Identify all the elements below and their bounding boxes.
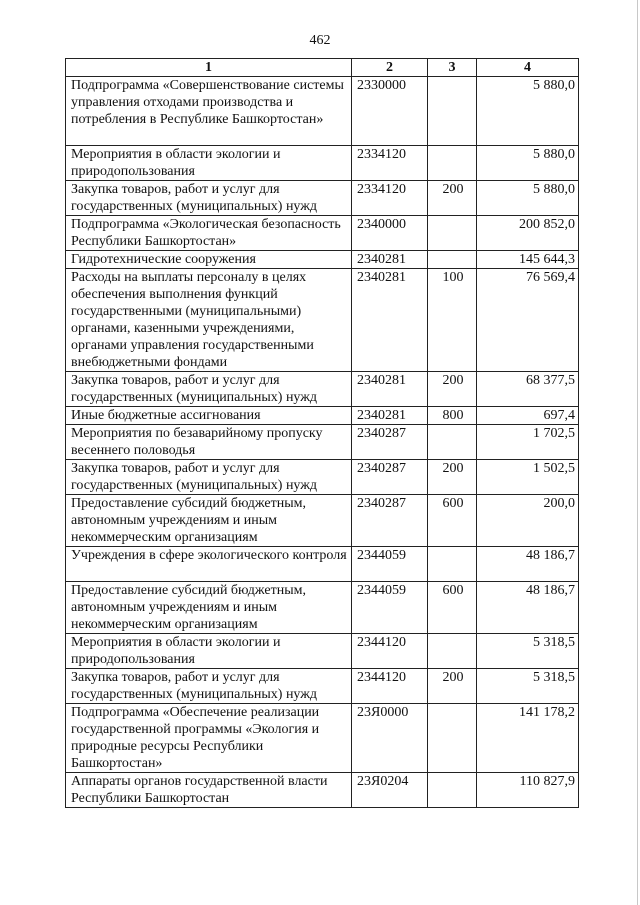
row-amount: 48 186,7	[477, 582, 579, 634]
row-type: 600	[428, 495, 477, 547]
table-row	[66, 547, 579, 582]
row-code: 2340281	[352, 372, 428, 407]
row-amount: 48 186,7	[477, 547, 579, 582]
row-name: Расходы на выплаты персоналу в целях обеспечения выполнения функций государственными (муниципальными) органами, казенными учреждениями, органами управления государственными внебюджетными фондами	[66, 269, 352, 372]
row-name: Мероприятия в области экологии и природопользования	[66, 146, 352, 181]
table-row	[66, 251, 579, 269]
row-type: 100	[428, 269, 477, 372]
row-amount: 5 880,0	[477, 181, 579, 216]
table-row	[66, 704, 579, 773]
column-header-3: 3	[428, 59, 477, 77]
row-amount: 5 880,0	[477, 77, 579, 146]
row-type	[428, 425, 477, 460]
row-name: Аппараты органов государственной власти Республики Башкортостан	[66, 773, 352, 808]
table-row	[66, 146, 579, 181]
scan-edge-line	[637, 0, 638, 905]
table-row	[66, 634, 579, 669]
row-amount: 141 178,2	[477, 704, 579, 773]
row-type	[428, 216, 477, 251]
row-name: Подпрограмма «Совершенствование системы управления отходами производства и потребления в Республике Башкортостан»	[66, 77, 352, 146]
row-name: Гидротехнические сооружения	[66, 251, 352, 269]
row-name: Мероприятия по безаварийному пропуску весеннего половодья	[66, 425, 352, 460]
row-amount: 200,0	[477, 495, 579, 547]
row-code: 2340287	[352, 460, 428, 495]
table-row	[66, 669, 579, 704]
row-amount: 76 569,4	[477, 269, 579, 372]
row-type: 200	[428, 372, 477, 407]
row-name: Иные бюджетные ассигнования	[66, 407, 352, 425]
row-code: 2344120	[352, 669, 428, 704]
row-type: 200	[428, 460, 477, 495]
row-type: 600	[428, 582, 477, 634]
row-code: 2340287	[352, 495, 428, 547]
row-name: Предоставление субсидий бюджетным, автономным учреждениям и иным некоммерческим организациям	[66, 495, 352, 547]
row-code: 2340000	[352, 216, 428, 251]
row-code: 2340281	[352, 269, 428, 372]
row-code: 23Я0204	[352, 773, 428, 808]
row-type	[428, 773, 477, 808]
row-name: Закупка товаров, работ и услуг для государственных (муниципальных) нужд	[66, 669, 352, 704]
budget-table	[65, 58, 579, 808]
row-amount: 200 852,0	[477, 216, 579, 251]
column-header-2: 2	[352, 59, 428, 77]
row-amount: 5 318,5	[477, 669, 579, 704]
row-amount: 145 644,3	[477, 251, 579, 269]
row-code: 2344059	[352, 547, 428, 582]
row-name: Закупка товаров, работ и услуг для государственных (муниципальных) нужд	[66, 372, 352, 407]
table-header-row	[66, 59, 579, 77]
table-row	[66, 407, 579, 425]
row-amount: 697,4	[477, 407, 579, 425]
table-row	[66, 495, 579, 547]
column-header-4: 4	[477, 59, 579, 77]
row-type	[428, 251, 477, 269]
row-code: 2334120	[352, 181, 428, 216]
table-row	[66, 216, 579, 251]
row-code: 2340287	[352, 425, 428, 460]
row-amount: 68 377,5	[477, 372, 579, 407]
table-row	[66, 372, 579, 407]
row-amount: 1 502,5	[477, 460, 579, 495]
row-code: 2334120	[352, 146, 428, 181]
row-code: 2344059	[352, 582, 428, 634]
table-row	[66, 582, 579, 634]
row-type: 200	[428, 181, 477, 216]
row-name: Мероприятия в области экологии и природопользования	[66, 634, 352, 669]
row-type	[428, 146, 477, 181]
row-type	[428, 77, 477, 146]
row-name: Подпрограмма «Экологическая безопасность Республики Башкортостан»	[66, 216, 352, 251]
row-code: 2344120	[352, 634, 428, 669]
row-name: Учреждения в сфере экологического контроля	[66, 547, 352, 582]
column-header-1: 1	[66, 59, 352, 77]
row-name: Подпрограмма «Обеспечение реализации государственной программы «Экология и природные ресурсы Республики Башкортостан»	[66, 704, 352, 773]
row-type	[428, 547, 477, 582]
row-type	[428, 634, 477, 669]
row-amount: 1 702,5	[477, 425, 579, 460]
table-row	[66, 425, 579, 460]
table-row	[66, 773, 579, 808]
row-amount: 110 827,9	[477, 773, 579, 808]
page-number: 462	[309, 33, 331, 48]
row-code: 2340281	[352, 251, 428, 269]
row-amount: 5 880,0	[477, 146, 579, 181]
table-row	[66, 460, 579, 495]
row-name: Предоставление субсидий бюджетным, автономным учреждениям и иным некоммерческим организациям	[66, 582, 352, 634]
row-name: Закупка товаров, работ и услуг для государственных (муниципальных) нужд	[66, 181, 352, 216]
table-row	[66, 77, 579, 146]
row-code: 2330000	[352, 77, 428, 146]
row-code: 2340281	[352, 407, 428, 425]
row-type: 800	[428, 407, 477, 425]
table-row	[66, 181, 579, 216]
row-amount: 5 318,5	[477, 634, 579, 669]
row-code: 23Я0000	[352, 704, 428, 773]
row-name: Закупка товаров, работ и услуг для государственных (муниципальных) нужд	[66, 460, 352, 495]
row-type: 200	[428, 669, 477, 704]
row-type	[428, 704, 477, 773]
table-row	[66, 269, 579, 372]
